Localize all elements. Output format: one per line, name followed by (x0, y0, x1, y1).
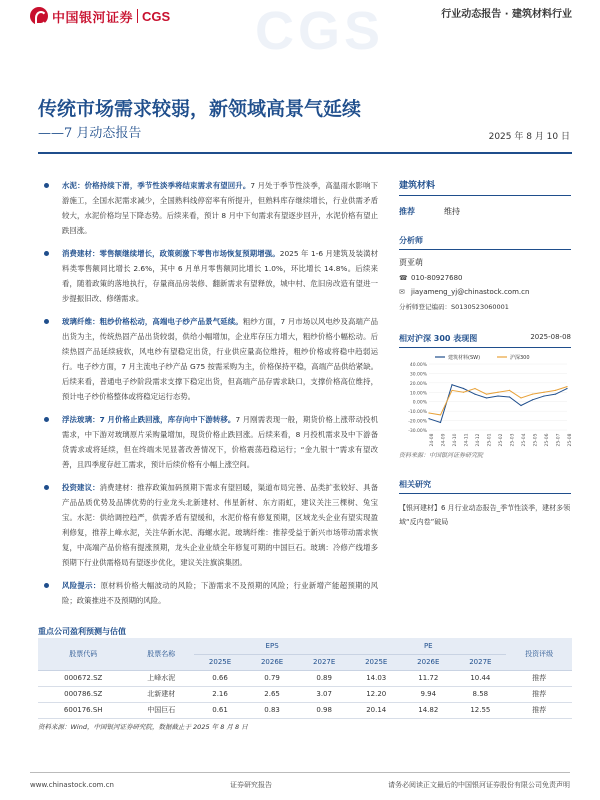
chart-source: 资料来源：中国银河证券研究院 (399, 452, 484, 459)
cell-rating: 推荐 (506, 670, 572, 686)
bullet-text: 7 月处于季节性淡季，高温雨水影响下游施工，全国水泥需求减少，全国熟料线停窑率有所提升，但熟料库存继续增长，行业供需矛盾较大，水泥价格均呈下降态势。后续来看，预计 8 月中下旬需求有望逐步回升，水泥价格有望止跌回涨。 (62, 181, 378, 235)
title-divider (38, 152, 572, 154)
y-tick-label: -10.00% (408, 410, 427, 416)
chart-date: 2025-08-08 (530, 333, 571, 341)
y-tick-label: 30.00% (409, 372, 427, 378)
email-icon: ✉ (399, 288, 405, 296)
table-row (38, 686, 572, 702)
cell-name: 上峰水泥 (128, 670, 194, 686)
chart-header (399, 333, 571, 348)
cell-pe: 20.14 (350, 702, 402, 718)
data-point (451, 384, 452, 385)
bullet-risk (38, 578, 378, 608)
data-point (520, 397, 521, 398)
x-tick-label: 25-05 (533, 433, 539, 447)
data-point (428, 412, 429, 413)
data-point (532, 399, 533, 400)
data-point (486, 394, 487, 395)
header-year: 2027E (454, 654, 506, 670)
header-pe: PE (350, 638, 506, 654)
analyst-name: 贾亚萌 (399, 258, 423, 267)
logo-cgs: CGS (142, 8, 171, 24)
cell-eps: 0.79 (246, 670, 298, 686)
cell-name: 中国巨石 (128, 702, 194, 718)
bullet-consumer-materials (38, 246, 378, 306)
header-watermark: CGS (255, 1, 385, 61)
x-tick-label: 24-12 (476, 433, 481, 447)
cell-eps: 0.66 (194, 670, 246, 686)
y-tick-label: 0.00% (412, 400, 427, 406)
x-tick-label: 25-08 (568, 433, 573, 447)
page-title: 传统市场需求较弱，新领域高景气延续 (38, 98, 362, 120)
cell-code: 000786.SZ (38, 686, 128, 702)
cell-pe: 10.44 (454, 670, 506, 686)
x-tick-label: 25-04 (522, 433, 527, 447)
bullet-dot (44, 251, 49, 256)
cell-pe: 14.03 (350, 670, 402, 686)
cell-pe: 8.58 (454, 686, 506, 702)
header-name: 股票名称 (128, 638, 194, 670)
data-point (566, 388, 567, 389)
data-point (543, 395, 544, 396)
rating-label: 推荐 (399, 207, 415, 216)
logo-divider (137, 9, 138, 23)
data-point (463, 392, 464, 393)
company-logo (30, 6, 170, 26)
y-tick-label: -30.00% (408, 429, 427, 434)
data-point (497, 395, 498, 396)
cell-pe: 9.94 (402, 686, 454, 702)
summary-section (38, 178, 378, 616)
bullet-dot (44, 485, 49, 490)
data-point (474, 394, 475, 395)
legend-label: 建筑材料(SW) (448, 355, 481, 361)
table-title: 重点公司盈利预测与估值 (38, 627, 126, 636)
data-point (509, 396, 510, 397)
header-year: 2026E (246, 654, 298, 670)
legend-label: 沪深300 (510, 355, 530, 361)
cell-eps: 0.89 (298, 670, 350, 686)
bullet-lead: 消费建材：零售额继续增长，政策刺激下零售市场恢复预期增强。 (62, 249, 280, 258)
y-tick-label: 10.00% (409, 391, 427, 397)
analyst-email (399, 288, 571, 296)
cell-pe: 11.72 (402, 670, 454, 686)
bullet-lead: 玻璃纤维：粗纱价格松动，高端电子纱产品景气延续。 (62, 317, 243, 326)
table-note: 资料来源：Wind，中国银河证券研究院，数据截止于 2025 年 8 月 8 日 (38, 723, 248, 731)
series-line-0 (429, 385, 567, 423)
page-subtitle: ——7 月动态报告 (38, 126, 142, 141)
x-tick-label: 25-01 (487, 433, 493, 447)
cell-rating: 推荐 (506, 702, 572, 718)
data-point (428, 418, 429, 419)
performance-chart-svg (399, 352, 571, 448)
valuation-table (38, 638, 572, 719)
cell-eps: 0.61 (194, 702, 246, 718)
header-code: 股票代码 (38, 638, 128, 670)
header-year: 2026E (402, 654, 454, 670)
x-tick-label: 25-02 (499, 433, 504, 447)
footer-website[interactable]: www.chinastock.com.cn (30, 780, 114, 789)
analyst-heading: 分析师 (399, 235, 571, 250)
rating-value: 维持 (444, 207, 460, 216)
bullet-dot (44, 417, 49, 422)
logo-text: 中国银河证券 (52, 10, 134, 26)
x-tick-label: 24-10 (453, 433, 458, 447)
data-point (532, 394, 533, 395)
header-rating: 投资评级 (506, 638, 572, 670)
cell-name: 北新建材 (128, 686, 194, 702)
x-tick-label: 24-08 (430, 433, 435, 447)
bullet-dot (44, 319, 49, 324)
x-tick-label: 25-06 (545, 433, 550, 447)
bullet-glass-fiber (38, 314, 378, 404)
analyst-cert: 分析师登记编码：S0130523060001 (399, 303, 509, 311)
header-year: 2025E (350, 654, 402, 670)
cell-eps: 3.07 (298, 686, 350, 702)
data-point (497, 392, 498, 393)
x-tick-label: 24-09 (441, 433, 447, 447)
x-tick-label: 25-07 (556, 433, 562, 447)
rating-row (399, 206, 571, 217)
cell-pe: 14.82 (402, 702, 454, 718)
data-point (440, 414, 441, 415)
analyst-phone (399, 274, 571, 282)
x-tick-label: 24-11 (464, 433, 470, 447)
cell-code: 000672.SZ (38, 670, 128, 686)
header-eps: EPS (194, 638, 350, 654)
bullet-lead: 风险提示： (62, 581, 101, 590)
data-point (555, 390, 556, 391)
cell-eps: 0.83 (246, 702, 298, 718)
performance-chart (399, 352, 571, 448)
bullet-dot (44, 583, 49, 588)
bullet-text: 7 月刚需表现一般，期货价格上涨带动投机需求，中下游对玻璃原片采购量增加，现货价格止跌回涨。后续来看，8 月投机需求及中下游备货需求或将延续，但在终端未见显著改善情况下，价格震荡趋稳运行；“金九银十”需求有望改善，且四季度存赶工需求，预计后续价格有小幅上涨空间。 (62, 415, 378, 469)
footer-center: 证券研究报告 (229, 780, 272, 789)
bullet-text: 消费建材：推荐政策加码预期下需求有望回暖，渠道布局完善、品类扩张较好、具备产品品质优势及品牌优势的行业龙头北新建材、伟星新材、东方雨虹，建议关注三棵树、兔宝宝。水泥：供给调控趋严，供需矛盾有望缓和，水泥价格有修复预期，区域龙头企业有望实现盈利修复，推荐上峰水泥，关注华新水泥、海螺水泥。玻璃纤维：推荐受益于新兴市场带动需求恢复，中高端产品价格有提涨预期，龙头企业业绩全年修复可期的中国巨石。玻璃：冷修产线增多预期下行业供需格局有望逐步优化，建议关注旗滨集团。 (62, 483, 378, 567)
data-point (555, 394, 556, 395)
data-point (566, 386, 567, 387)
bullet-text: 2025 年 1-6 月建筑及装潢材料类零售额同比增长 2.6%，其中 6 月单月零售额同比增长 1.0%，环比增长 14.8%。后续来看，随着政策的落地执行，存量商品房装修、翻新需求有望释放，城中村、危旧房改造有望进一步提振旧改、修缮需求。 (62, 249, 378, 303)
related-heading: 相关研究 (399, 479, 571, 494)
data-point (486, 397, 487, 398)
x-tick-label: 25-03 (510, 433, 516, 447)
data-point (451, 390, 452, 391)
bullet-lead: 水泥：价格持续下滑，季节性淡季将结束需求有望回升。 (62, 181, 251, 190)
report-date: 2025 年 8 月 10 日 (488, 132, 570, 142)
header-year: 2027E (298, 654, 350, 670)
y-tick-label: 20.00% (409, 381, 427, 387)
data-point (509, 390, 510, 391)
logo-icon (30, 7, 48, 25)
phone-number: 010-80927680 (411, 274, 463, 282)
y-tick-label: -20.00% (408, 419, 427, 425)
bullet-dot (44, 183, 49, 188)
related-research-link[interactable]: 【银河建材】6 月行业动态报告_季节性淡季，建材多领域“反内卷”破局 (399, 504, 571, 526)
data-point (463, 388, 464, 389)
table-row (38, 670, 572, 686)
cell-eps: 2.16 (194, 686, 246, 702)
data-point (474, 388, 475, 389)
phone-icon: ☎ (399, 274, 408, 282)
report-type: 行业动态报告 · 建筑材料行业 (441, 9, 572, 20)
bullet-text: 原材料价格大幅波动的风险；下游需求不及预期的风险；行业新增产能超预期的风险；政策推进不及预期的风险。 (62, 581, 378, 605)
cell-eps: 2.65 (246, 686, 298, 702)
cell-pe: 12.20 (350, 686, 402, 702)
bullet-investment-advice (38, 480, 378, 570)
bullet-text: 粗纱方面，7 月市场以风电纱及高端产品出货为主，传统热固产品出货较弱，供给小幅增加，企业库存压力增大，粗纱价格小幅松动。后续热固产品延续疲软，风电纱有望稳定出货，行业供应量高位维持，粗纱价格或将稳中趋弱运行。电子纱方面，7 月主流电子纱产品 G75 按需采购为主，价格保持平稳，高端产品供给紧缺。后续来看，普通电子纱阶段需求支撑下稳定出货，但高端产品存需求缺口，支撑价格高位维持，预计电子纱价格整体或将稳定运行态势。 (62, 317, 378, 401)
footer-disclaimer: 请务必阅读正文最后的中国银河证券股份有限公司免责声明 (387, 780, 570, 789)
cell-code: 600176.SH (38, 702, 128, 718)
bullet-lead: 投资建议： (62, 483, 100, 492)
cell-eps: 0.98 (298, 702, 350, 718)
page-footer (30, 772, 570, 792)
cell-rating: 推荐 (506, 686, 572, 702)
data-point (520, 405, 521, 406)
data-point (440, 422, 441, 423)
sidebar (399, 178, 571, 529)
data-point (543, 392, 544, 393)
header-year: 2025E (194, 654, 246, 670)
bullet-cement (38, 178, 378, 238)
bullet-float-glass (38, 412, 378, 472)
chart-title: 相对沪深 300 表现图 (399, 334, 478, 343)
industry-name: 建筑材料 (399, 178, 571, 196)
bullet-lead: 浮法玻璃：7 月价格止跌回涨，库存向中下游转移。 (62, 415, 236, 424)
table-row (38, 702, 572, 718)
email-address[interactable]: jiayameng_yj@chinastock.com.cn (411, 288, 530, 296)
cell-pe: 12.55 (454, 702, 506, 718)
y-tick-label: 40.00% (409, 363, 427, 368)
